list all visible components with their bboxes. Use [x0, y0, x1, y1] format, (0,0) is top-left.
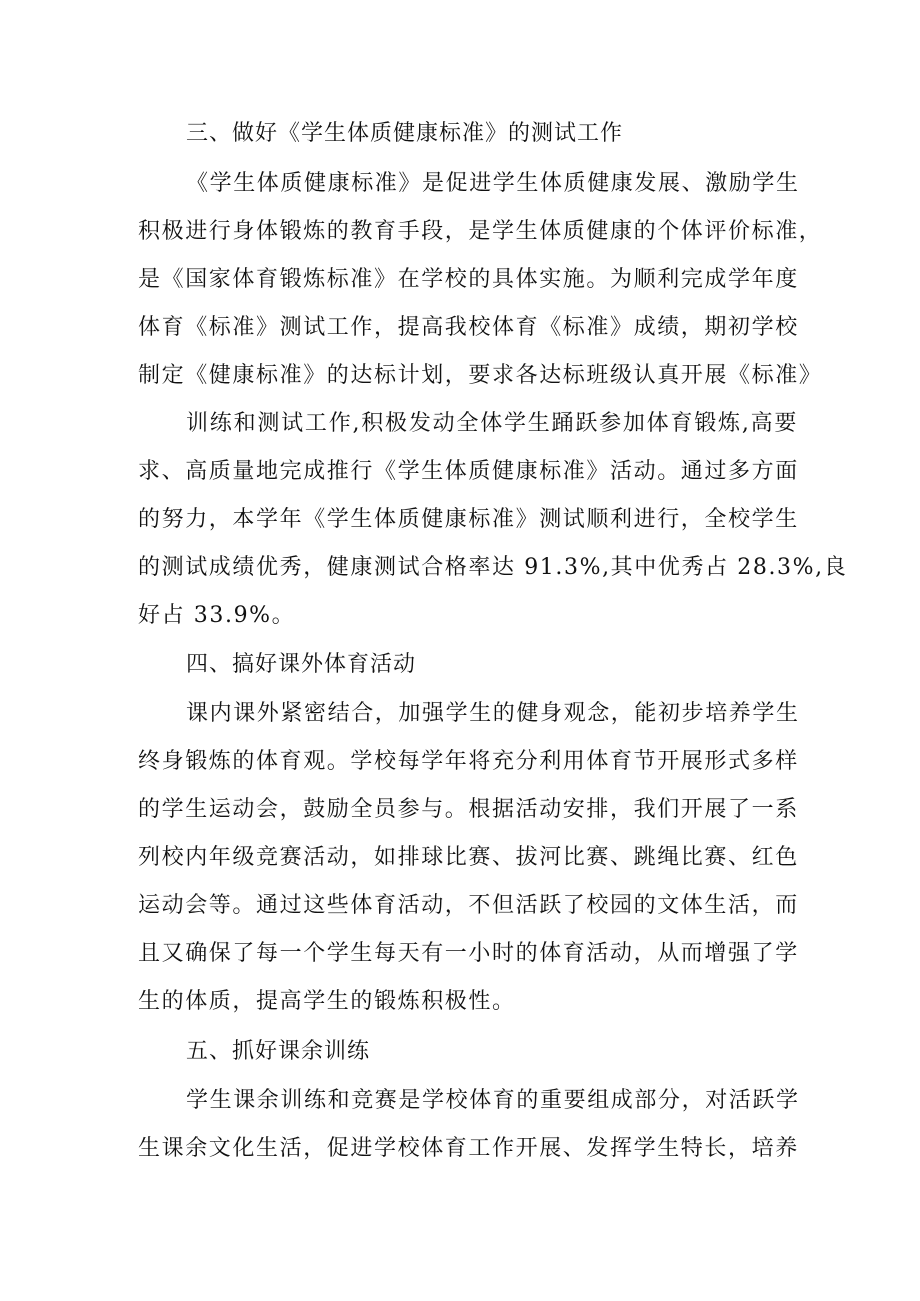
paragraph-line: 的学生运动会，鼓励全员参与。根据活动安排，我们开展了一系 — [138, 797, 799, 822]
paragraph-line: 学生课余训练和竞赛是学校体育的重要组成部分，对活跃学 — [186, 1088, 800, 1113]
paragraph-line: 课内课外紧密结合，加强学生的健身观念，能初步培养学生 — [186, 701, 800, 726]
paragraph-line: 的努力，本学年《学生体质健康标准》测试顺利进行，全校学生 — [138, 507, 799, 532]
paragraph-line: 训练和测试工作,积极发动全体学生踊跃参加体育锻炼,高要 — [186, 411, 798, 436]
paragraph-line: 求、高质量地完成推行《学生体质健康标准》活动。通过多方面 — [138, 459, 799, 484]
section-heading-4: 四、搞好课外体育活动 — [186, 652, 417, 677]
section-heading-5: 五、抓好课余训练 — [186, 1039, 371, 1064]
paragraph-line: 制定《健康标准》的达标计划，要求各达标班级认真开展《标准》 — [138, 363, 823, 388]
paragraph-line: 列校内年级竞赛活动，如排球比赛、拔河比赛、跳绳比赛、红色 — [138, 845, 799, 870]
paragraph-line: 好占 33.9%。 — [138, 603, 296, 628]
paragraph-line: 是《国家体育锻炼标准》在学校的具体实施。为顺利完成学年度 — [138, 267, 799, 292]
paragraph-line: 生的体质，提高学生的锻炼积极性。 — [138, 989, 516, 1014]
paragraph-line: 且又确保了每一个学生每天有一小时的体育活动，从而增强了学 — [138, 941, 799, 966]
paragraph-line: 积极进行身体锻炼的教育手段，是学生体质健康的个体评价标准， — [138, 219, 823, 244]
paragraph-line: 的测试成绩优秀，健康测试合格率达 91.3%,其中优秀占 28.3%,良 — [138, 555, 848, 580]
section-heading-3: 三、做好《学生体质健康标准》的测试工作 — [186, 121, 624, 146]
paragraph-line: 体育《标准》测试工作，提高我校体育《标准》成绩，期初学校 — [138, 315, 799, 340]
paragraph-line: 《学生体质健康标准》是促进学生体质健康发展、激励学生 — [186, 171, 800, 196]
paragraph-line: 运动会等。通过这些体育活动，不但活跃了校园的文体生活，而 — [138, 893, 799, 918]
paragraph-line: 终身锻炼的体育观。学校每学年将充分利用体育节开展形式多样 — [138, 749, 799, 774]
paragraph-line: 生课余文化生活，促进学校体育工作开展、发挥学生特长，培养 — [138, 1136, 799, 1161]
